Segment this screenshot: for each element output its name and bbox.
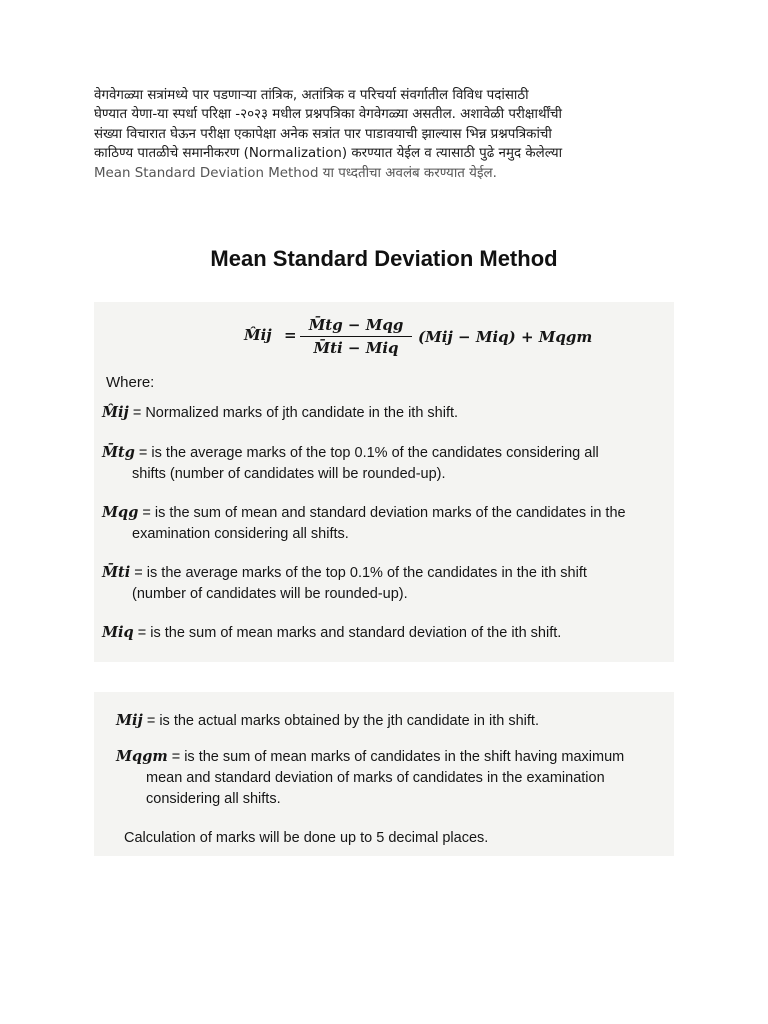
definition-symbol: M̄ti xyxy=(102,564,131,581)
intro-line-5: Mean Standard Deviation Method या पध्दतीचा अवलंब करण्यात येईल. xyxy=(94,165,497,181)
formula-numerator: M̄tg − Mqg xyxy=(300,316,412,337)
formula-equals: = xyxy=(284,326,297,344)
definition-actual-marks xyxy=(116,710,656,732)
definition-symbol: Mqg xyxy=(102,504,139,521)
definition-text: = is the sum of mean marks and standard deviation of the ith shift. xyxy=(137,625,562,641)
definition-text: = is the average marks of the top 0.1% of the candidates in the ith shift xyxy=(134,565,587,581)
intro-line-1: वेगवेगळ्या सत्रांमध्ये पार पडणाऱ्या तांत्रिक, अतांत्रिक व परिचर्या संवर्गातील विविध पदांसाठी xyxy=(94,88,529,103)
definition-symbol: Mqgm xyxy=(116,748,168,765)
intro-paragraph xyxy=(94,86,679,183)
definition-text: = Normalized marks of jth candidate in the ith shift. xyxy=(132,405,459,421)
definition-text: = is the sum of mean marks of candidates in the shift having maximum xyxy=(171,749,625,765)
scanned-notes-panel xyxy=(94,692,674,856)
definition-symbol: M̂ij xyxy=(102,404,129,421)
definition-mean-sd-shift xyxy=(102,622,662,644)
definition-text: = is the average marks of the top 0.1% of the candidates considering all xyxy=(138,445,599,461)
where-label: Where: xyxy=(106,374,155,391)
definition-mean-sd-all xyxy=(102,502,662,545)
intro-line-4: काठिण्य पातळीचे समानीकरण (Normalization) करण्यात येईल व त्यासाठी पुढे नमुद केलेल्या xyxy=(94,146,563,162)
definition-continuation: (number of candidates will be rounded-up). xyxy=(132,586,408,602)
scanned-formula-panel xyxy=(94,302,674,662)
definition-continuation-2: considering all shifts. xyxy=(146,791,281,807)
definition-symbol: Mij xyxy=(116,712,143,729)
definition-top-average-shift xyxy=(102,562,662,605)
section-title: Mean Standard Deviation Method xyxy=(210,246,558,271)
intro-line-2: घेण्यात येणा-या स्पर्धा परिक्षा -२०२३ मधील प्रश्नपत्रिका वेगवेगळ्या असतील. अशावेळी परीक्षार्थींची xyxy=(94,107,562,123)
normalization-formula xyxy=(244,316,644,364)
definition-symbol: Miq xyxy=(102,624,134,641)
formula-lhs: M̂ij xyxy=(244,326,272,344)
definition-continuation: mean and standard deviation of marks of candidates in the examination xyxy=(146,770,605,786)
definition-text: = is the actual marks obtained by the jth candidate in ith shift. xyxy=(146,713,539,729)
definition-continuation: shifts (number of candidates will be rounded-up). xyxy=(132,466,446,482)
definition-top-average-all xyxy=(102,442,662,485)
formula-denominator: M̄ti − Miq xyxy=(313,339,399,357)
intro-line-3: संख्या विचारात घेऊन परीक्षा एकापेक्षा अनेक सत्रांत पार पाडावयाची झाल्यास भिन्न प्रश्नपत्रिकांची xyxy=(94,126,552,142)
decimal-places-note: Calculation of marks will be done up to 5 decimal places. xyxy=(124,830,489,846)
formula-rest: (Mij − Miq) + Mqgm xyxy=(418,328,593,346)
definition-continuation: examination considering all shifts. xyxy=(132,526,349,542)
definition-symbol: M̄tg xyxy=(102,444,135,461)
definition-max-shift-mean xyxy=(116,746,656,810)
definition-text: = is the sum of mean and standard deviation marks of the candidates in the xyxy=(142,505,626,521)
definition-normalized-marks xyxy=(102,402,458,424)
formula-fraction xyxy=(300,316,412,357)
